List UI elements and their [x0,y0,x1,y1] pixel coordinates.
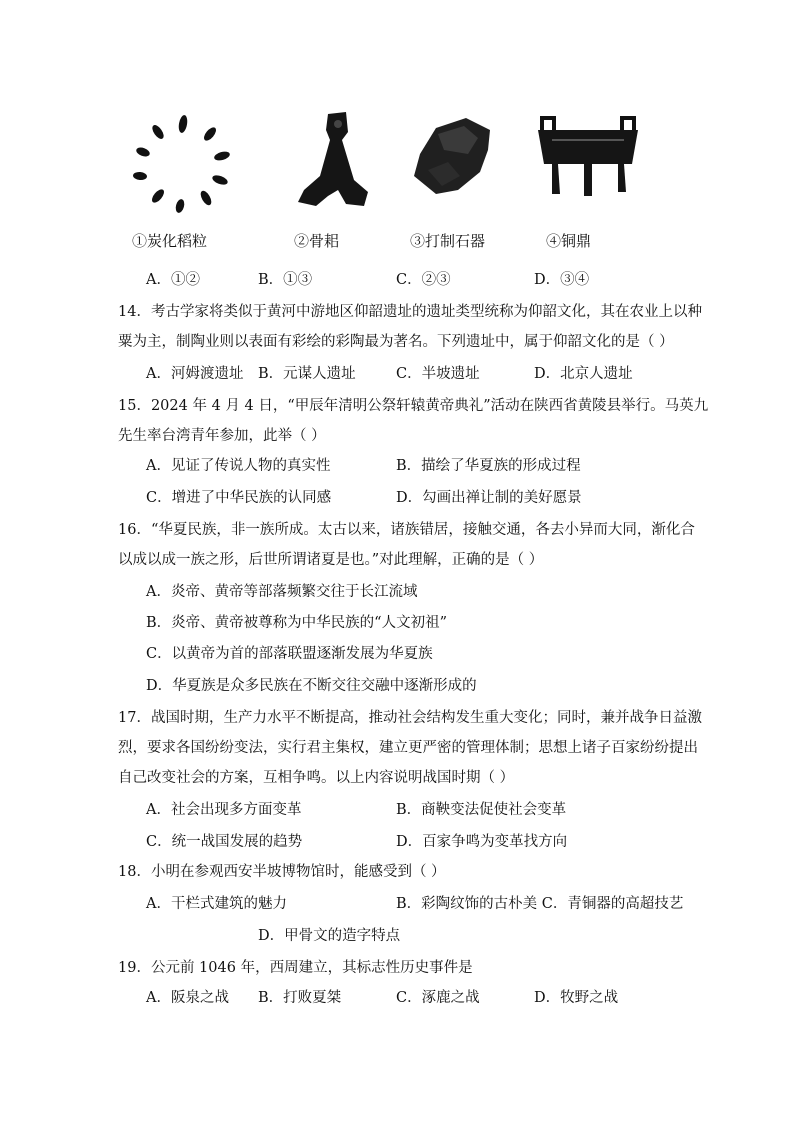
q14-stem-line-2: 粟为主，制陶业则以表面有彩绘的彩陶最为著名。下列遗址中，属于仰韶文化的是（ ） [118,334,674,350]
q19-stem-line-1: 19．公元前 1046 年，西周建立，其标志性历史事件是 [118,960,473,976]
q14-option-b[interactable]: B．元谋人遗址 [258,366,356,382]
q19-option-b[interactable]: B．打败夏桀 [258,990,342,1006]
q16-option-a[interactable]: A．炎帝、黄帝等部落频繁交往于长江流域 [146,584,418,600]
q15-option-c[interactable]: C．增进了中华民族的认同感 [146,490,332,506]
bronze-ding-icon [528,110,658,230]
q18-option-d[interactable]: D．甲骨文的造字特点 [258,928,401,944]
q15-option-a[interactable]: A．见证了传说人物的真实性 [146,458,331,474]
figure-caption-1: ①炭化稻粒 [132,232,208,250]
q17-option-d[interactable]: D．百家争鸣为变革找方向 [396,834,568,850]
q15-stem-line-1: 15．2024 年 4 月 4 日，“甲辰年清明公祭轩辕黄帝典礼”活动在陕西省黄陵县举行。马英九 [118,398,709,414]
q13-option-c[interactable]: C．②③ [396,272,451,288]
q17-stem-line-1: 17．战国时期，生产力水平不断提高，推动社会结构发生重大变化；同时，兼并战争日益激 [118,710,702,726]
q19-option-c[interactable]: C．涿鹿之战 [396,990,480,1006]
q14-option-c[interactable]: C．半坡遗址 [396,366,480,382]
q14-option-d[interactable]: D．北京人遗址 [534,366,633,382]
q17-stem-line-2: 烈，要求各国纷纷变法，实行君主集权，建立更严密的管理体制；思想上诸子百家纷纷提出 [118,740,698,756]
figure-caption-4: ④铜鼎 [546,232,592,250]
q13-option-d[interactable]: D．③④ [534,272,590,288]
q18-option-b-c[interactable]: B．彩陶纹饰的古朴美 C．青铜器的高超技艺 [396,896,684,912]
q17-option-b[interactable]: B．商鞅变法促使社会变革 [396,802,567,818]
q18-option-a[interactable]: A．干栏式建筑的魅力 [146,896,287,912]
q18-stem-line-1: 18．小明在参观西安半坡博物馆时，能感受到（ ） [118,864,446,880]
q17-option-c[interactable]: C．统一战国发展的趋势 [146,834,303,850]
q16-stem-line-1: 16．“华夏民族，非一族所成。太古以来，诸族错居，接触交通，各去小异而大同，渐化合 [118,522,695,538]
q15-option-b[interactable]: B．描绘了华夏族的形成过程 [396,458,581,474]
q14-stem-line-1: 14．考古学家将类似于黄河中游地区仰韶遗址的遗址类型统称为仰韶文化，其在农业上以种 [118,304,702,320]
q17-option-a[interactable]: A．社会出现多方面变革 [146,802,302,818]
q15-stem-line-2: 先生率台湾青年参加，此举（ ） [118,428,326,444]
figure-caption-3: ③打制石器 [410,232,486,250]
rice-grains-icon [118,110,248,230]
q16-option-d[interactable]: D．华夏族是众多民族在不断交往交融中逐渐形成的 [146,678,477,694]
q19-option-a[interactable]: A．阪泉之战 [146,990,229,1006]
q13-option-a[interactable]: A．①② [146,272,200,288]
q16-option-b[interactable]: B．炎帝、黄帝被尊称为中华民族的“人文初祖” [146,615,447,631]
bone-spade-icon [276,110,406,230]
q19-option-d[interactable]: D．牧野之战 [534,990,619,1006]
q16-option-c[interactable]: C．以黄帝为首的部落联盟逐渐发展为华夏族 [146,646,433,662]
chipped-stone-tool-icon [408,110,538,230]
figure-row [118,110,678,260]
q17-stem-line-3: 自己改变社会的方案，互相争鸣。以上内容说明战国时期（ ） [118,770,515,786]
q15-option-d[interactable]: D．勾画出禅让制的美好愿景 [396,490,582,506]
figure-caption-2: ②骨耜 [294,232,340,250]
q16-stem-line-2: 以成以成一族之形，后世所谓诸夏是也。”对此理解，正确的是（ ） [118,552,544,568]
q14-option-a[interactable]: A．河姆渡遗址 [146,366,244,382]
q13-option-b[interactable]: B．①③ [258,272,313,288]
